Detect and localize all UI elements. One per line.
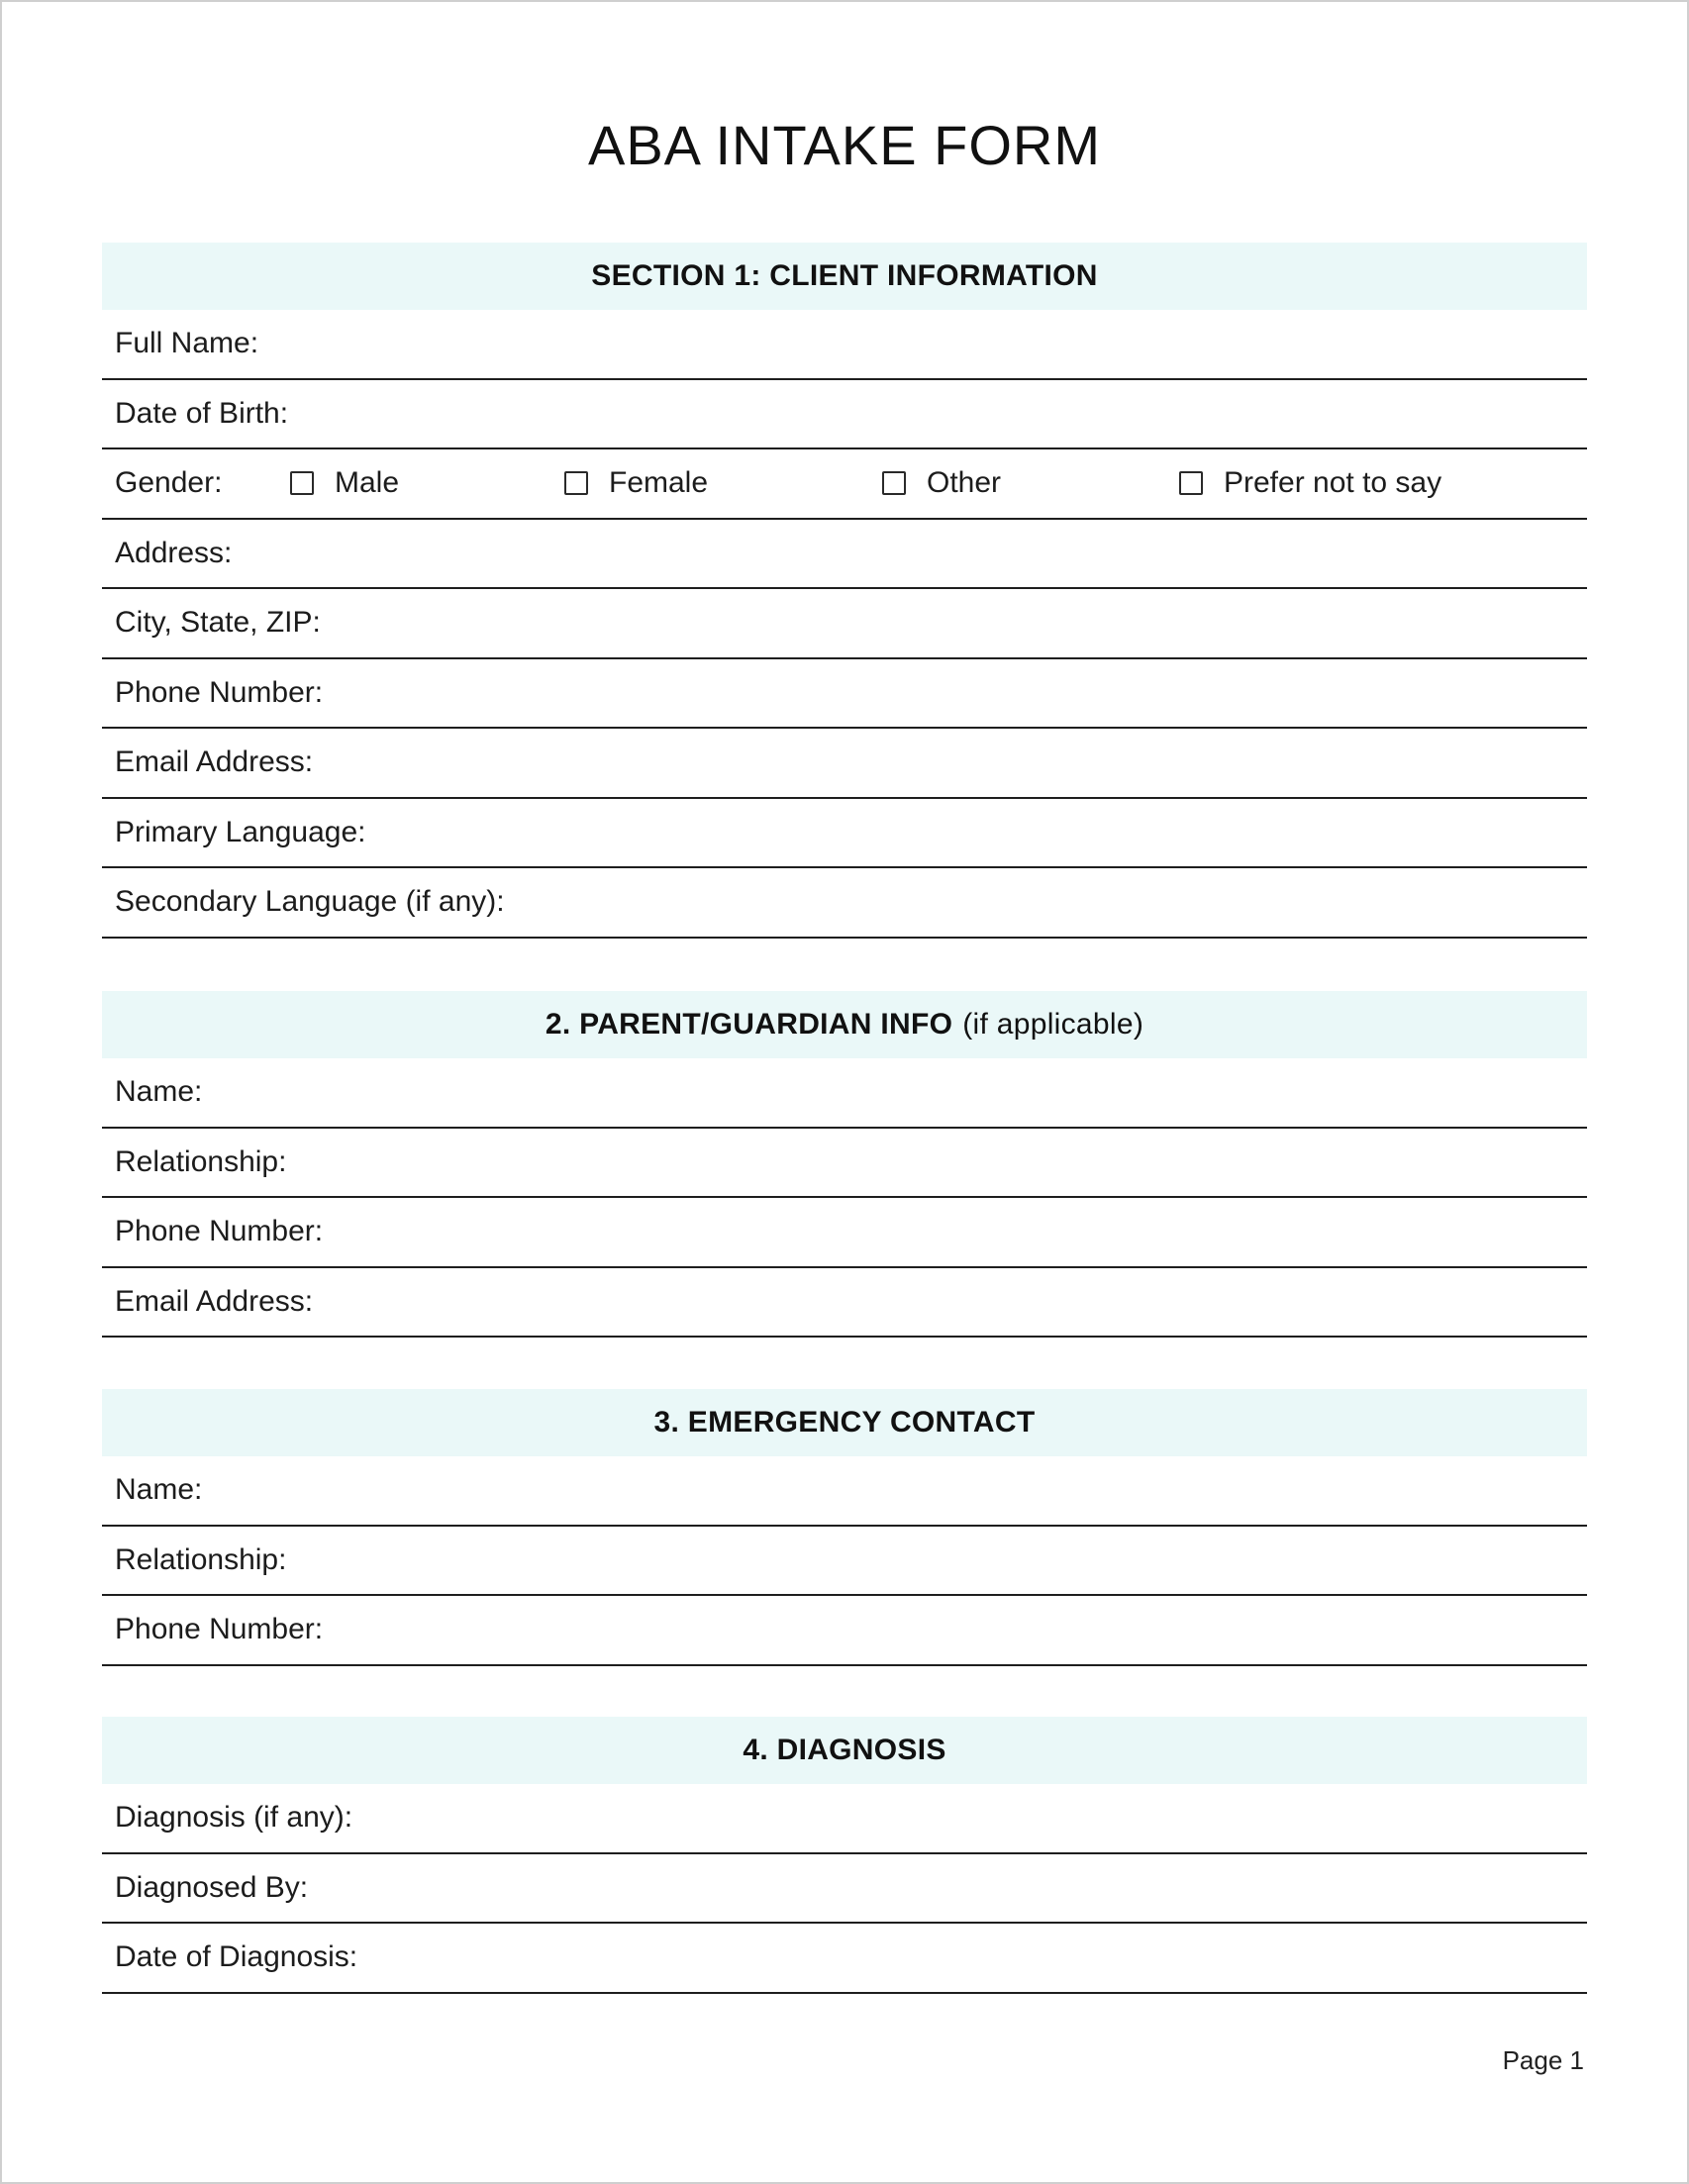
field-phone-number[interactable] bbox=[102, 659, 1587, 730]
field-label: Primary Language: bbox=[115, 815, 366, 848]
field-label: Relationship: bbox=[115, 1542, 287, 1576]
field-email-address[interactable] bbox=[102, 729, 1587, 799]
checkbox-icon[interactable] bbox=[290, 471, 314, 495]
field-guardian-relationship[interactable] bbox=[102, 1129, 1587, 1199]
field-emergency-name[interactable] bbox=[102, 1456, 1587, 1527]
section-title: 4. DIAGNOSIS bbox=[743, 1734, 946, 1766]
section-title: SECTION 1: CLIENT INFORMATION bbox=[591, 259, 1098, 292]
field-emergency-relationship[interactable] bbox=[102, 1527, 1587, 1597]
checkbox-icon[interactable] bbox=[882, 471, 906, 495]
field-guardian-name[interactable] bbox=[102, 1058, 1587, 1129]
field-date-of-diagnosis[interactable] bbox=[102, 1924, 1587, 1994]
field-label: Diagnosis (if any): bbox=[115, 1801, 353, 1835]
field-guardian-email-address[interactable] bbox=[102, 1268, 1587, 1339]
field-primary-language[interactable] bbox=[102, 799, 1587, 869]
option-label: Male bbox=[335, 466, 400, 500]
section-header bbox=[102, 991, 1587, 1058]
field-label: Email Address: bbox=[115, 745, 314, 779]
field-label: Gender: bbox=[115, 466, 223, 500]
field-label: Relationship: bbox=[115, 1144, 287, 1178]
section-emergency-contact bbox=[102, 1389, 1587, 1666]
section-note: (if applicable) bbox=[962, 1008, 1144, 1041]
section-diagnosis bbox=[102, 1717, 1587, 1994]
field-label: Full Name: bbox=[115, 327, 259, 360]
field-label: Phone Number: bbox=[115, 1215, 324, 1248]
field-guardian-phone-number[interactable] bbox=[102, 1198, 1587, 1268]
field-emergency-phone-number[interactable] bbox=[102, 1596, 1587, 1666]
field-diagnosis[interactable] bbox=[102, 1784, 1587, 1854]
section-header bbox=[102, 1389, 1587, 1456]
field-label: Diagnosed By: bbox=[115, 1870, 309, 1904]
option-label: Prefer not to say bbox=[1224, 466, 1442, 500]
section-client-information bbox=[102, 243, 1587, 939]
option-label: Other bbox=[927, 466, 1002, 500]
field-label: City, State, ZIP: bbox=[115, 606, 321, 640]
gender-option-male[interactable] bbox=[290, 449, 399, 518]
section-parent-guardian-info bbox=[102, 991, 1587, 1338]
field-gender bbox=[102, 449, 1587, 520]
field-label: Address: bbox=[115, 536, 233, 569]
field-label: Secondary Language (if any): bbox=[115, 885, 505, 919]
checkbox-icon[interactable] bbox=[1179, 471, 1203, 495]
field-full-name[interactable] bbox=[102, 310, 1587, 380]
field-address[interactable] bbox=[102, 520, 1587, 590]
field-city-state-zip[interactable] bbox=[102, 589, 1587, 659]
section-title: 2. PARENT/GUARDIAN INFO bbox=[545, 1008, 953, 1041]
checkbox-icon[interactable] bbox=[564, 471, 588, 495]
page-number: Page 1 bbox=[1502, 2045, 1584, 2075]
section-header bbox=[102, 243, 1587, 310]
field-date-of-birth[interactable] bbox=[102, 380, 1587, 450]
section-header bbox=[102, 1717, 1587, 1784]
field-label: Name: bbox=[115, 1473, 203, 1507]
field-diagnosed-by[interactable] bbox=[102, 1854, 1587, 1925]
gender-option-female[interactable] bbox=[564, 449, 708, 518]
field-label: Phone Number: bbox=[115, 675, 324, 709]
field-label: Phone Number: bbox=[115, 1613, 324, 1646]
field-label: Date of Diagnosis: bbox=[115, 1940, 358, 1974]
form-title: ABA INTAKE FORM bbox=[587, 114, 1102, 176]
section-title: 3. EMERGENCY CONTACT bbox=[653, 1406, 1036, 1439]
field-secondary-language[interactable] bbox=[102, 868, 1587, 939]
option-label: Female bbox=[609, 466, 709, 500]
field-label: Date of Birth: bbox=[115, 396, 289, 430]
field-label: Name: bbox=[115, 1075, 203, 1109]
field-label: Email Address: bbox=[115, 1284, 314, 1318]
gender-option-other[interactable] bbox=[882, 449, 1001, 518]
gender-option-prefer-not-to-say[interactable] bbox=[1179, 449, 1441, 518]
